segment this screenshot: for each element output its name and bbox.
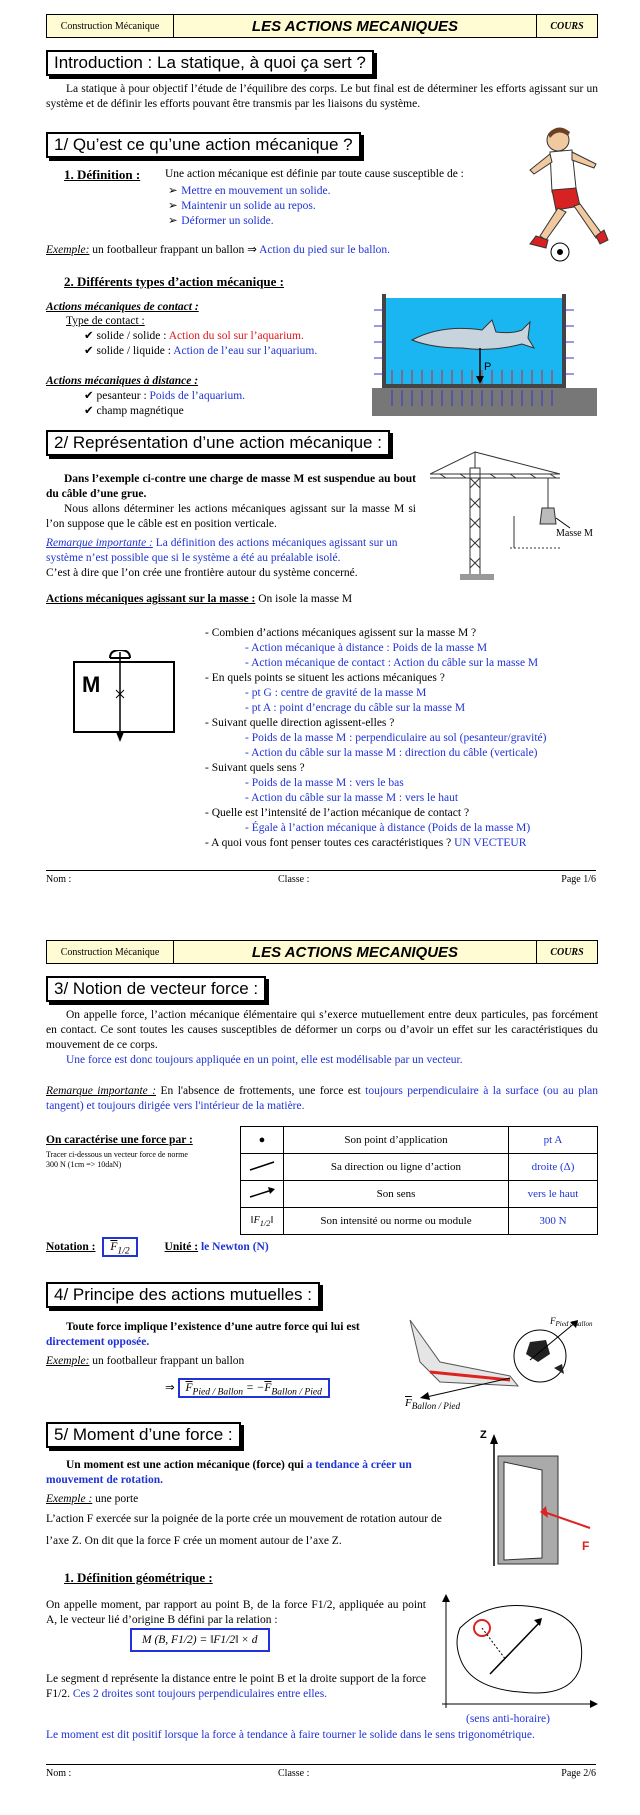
header-type: COURS xyxy=(536,15,597,37)
footer-nom: Nom : xyxy=(46,874,72,885)
norm-icon: $‖F_{1/2}‖$ xyxy=(241,1208,284,1235)
def-bullet-3: ➢ Déformer un solide. xyxy=(168,213,274,227)
s2-intro: Dans l’exemple ci-contre une charge de masse M est suspendue au bout du câble d’une grue. Nous allons déterminer les actions mécaniques agissant sur la masse M si l’on suppose que le câble est en position verticale. xyxy=(46,473,416,530)
s3-remark: Remarque importante : En l'absence de frottements, une force est toujours perpendiculaire à la surface (ou au plan tangent) et toujours dirigée vers l'intérieur de la matière. xyxy=(46,1085,599,1112)
ex1: Exemple: un footballeur frappant un ballon ⇒ Action du pied sur le ballon. xyxy=(46,242,391,256)
s5-last: Le moment est dit positif lorsque la force à tendance à faire tourner le solide dans le sens trigonométrique. xyxy=(46,1729,535,1741)
answer-line: - Action mécanique de contact : Action du câble sur la masse M xyxy=(245,657,539,669)
force-char-table xyxy=(240,1126,598,1235)
crane-mass-label: Masse M xyxy=(556,528,593,539)
point-icon: ● xyxy=(241,1127,284,1154)
distance-title: Actions mécaniques à distance : xyxy=(46,375,199,387)
contact-title: Actions mécaniques de contact : xyxy=(46,301,199,313)
svg-text:FPied / Ballon: $F_{Pied / Ballon}$ xyxy=(550,1316,593,1328)
door-illustration xyxy=(478,1426,600,1574)
question-line: - Quelle est l’intensité de l’action mécanique de contact ? xyxy=(205,807,470,819)
intro-text: La statique à pour objectif l’étude de l’équilibre des corps. Le but final est de déterminer les efforts agissant sur un système et de définir les efforts pouvant être transmis par les liaisons du système. xyxy=(46,83,598,110)
section2-title: 2/ Représentation d’une action mécanique : xyxy=(46,430,390,456)
s4-text: Toute force implique l’existence d’une autre force qui lui est directement opposée. xyxy=(46,1321,360,1348)
page2-header xyxy=(46,940,598,964)
question-line: - Suivant quelle direction agissent-elles ? xyxy=(205,717,395,729)
answer-line: - pt A : point d’encrage du câble sur la masse M xyxy=(245,702,466,714)
s4-example: Exemple: un footballeur frappant un ballon xyxy=(46,1355,245,1367)
s5-action-text: L’action F exercée sur la poignée de la porte crée un mouvement de rotation autour de l’axe Z. On dit que la force F crée un moment autour de l’axe Z. xyxy=(46,1513,442,1547)
answer-line: - Action du câble sur la masse M : vers le haut xyxy=(245,792,459,804)
foot-ball-illustration xyxy=(400,1312,600,1404)
section5-title: 5/ Moment d’une force : xyxy=(46,1422,241,1448)
answer-line: - pt G : centre de gravité de la masse M xyxy=(245,687,427,699)
question-line: - Suivant quels sens ? xyxy=(205,762,305,774)
distance-item-2: ✔ champ magnétique xyxy=(84,405,184,417)
header-type: COURS xyxy=(536,941,597,963)
section4-title: 4/ Principe des actions mutuelles : xyxy=(46,1282,320,1308)
intro-title: Introduction : La statique, à quoi ça sert ? xyxy=(46,50,374,76)
header-subject: Construction Mécanique xyxy=(47,941,174,963)
header-title: LES ACTIONS MECANIQUES xyxy=(174,941,536,963)
question-line: - Combien d’actions mécaniques agissent sur la masse M ? xyxy=(205,627,477,639)
header-title: LES ACTIONS MECANIQUES xyxy=(174,15,536,37)
answer-line: - Action mécanique à distance : Poids de la masse M xyxy=(245,642,488,654)
distance-item-1: ✔ pesanteur : Poids de l’aquarium. xyxy=(84,390,246,402)
footer-classe: Classe : xyxy=(278,874,310,885)
geo-text: On appelle moment, par rapport au point B, de la force F1/2, appliquée au point A, le vecteur lié d’origine B défini par la relation : xyxy=(46,1599,426,1626)
s3-text: On appelle force, l’action mécanique élémentaire qui s’exerce mutuellement entre deux particules, pas forcément en contact. Ce sont toutes les causes susceptibles de déformer un corps ou d’avoir un effet sur les caractéristiques du mouvement de ce corps. xyxy=(46,1009,598,1051)
char-title: On caractérise une force par : xyxy=(46,1134,193,1146)
answer-line: - Égale à l’action mécanique à distance (Poids de la masse M) xyxy=(245,822,531,834)
contact-item-2: ✔ solide / liquide : Action de l’eau sur l’aquarium. xyxy=(84,345,318,357)
moment-diagram xyxy=(430,1588,600,1708)
s5-example: Exemple : une porte xyxy=(46,1493,139,1505)
types-title: 2. Différents types d’action mécanique : xyxy=(64,274,285,289)
def-bullet-1: ➢ Mettre en mouvement un solide. xyxy=(168,183,331,197)
f-ballon-pied-label: $\overline{F}_{Ballon / Pied}$ xyxy=(405,1397,461,1412)
answer-line: - Action du câble sur la masse M : direction du câble (verticale) xyxy=(245,747,538,759)
geo-title: 1. Définition géométrique : xyxy=(64,1570,213,1585)
formula-box: M (B, F1/2) = ‖F1/2‖ × d xyxy=(130,1633,270,1648)
footer-classe: Classe : xyxy=(278,1768,310,1779)
answer-line: - Poids de la masse M : vers le bas xyxy=(245,777,404,789)
s3-text-blue: Une force est donc toujours appliquée en un point, elle est modélisable par un vecteur. xyxy=(66,1054,463,1066)
table-row: ● Son point d’application pt A xyxy=(241,1127,598,1154)
section3-title: 3/ Notion de vecteur force : xyxy=(46,976,266,1002)
question-line: - En quels points se situent les actions mécaniques ? xyxy=(205,672,445,684)
crane-illustration xyxy=(430,448,600,586)
def-title: 1. Définition : xyxy=(64,167,141,182)
iso-line: Actions mécaniques agissant sur la masse : On isole la masse M xyxy=(46,593,353,605)
notation-line: Notation : $\overline{F}_{1/2}$ Unité : le Newton (N) xyxy=(46,1240,269,1258)
page1-header xyxy=(46,14,598,38)
table-row: Son sens vers le haut xyxy=(241,1181,598,1208)
qa-last: - A quoi vous font penser toutes ces caractéristiques ? UN VECTEUR xyxy=(205,837,527,849)
char-note: Tracer ci-dessous un vecteur force de norme 300 N (1cm => 10daN) xyxy=(46,1150,188,1169)
sens-label: (sens anti-horaire) xyxy=(466,1713,550,1725)
footballer-illustration xyxy=(500,118,610,268)
s2-remark: Remarque importante : La définition des actions mécaniques agissant sur un système n’est possible que si le système a été au préalable isolé. C’est à dire que l’on crée une frontière autour du système concerné. xyxy=(46,537,398,579)
line-icon xyxy=(241,1154,284,1181)
s4-equation: ⇒ $\overline{F}_{Pied / Ballon} = -\overline{F}_{Ballon / Pied}$ xyxy=(165,1380,330,1399)
footer-nom: Nom : xyxy=(46,1768,72,1779)
svg-text:F: F xyxy=(582,1539,590,1553)
isolated-mass xyxy=(70,650,180,745)
footer-page1 xyxy=(46,870,596,885)
answer-line: - Poids de la masse M : perpendiculaire au sol (pesanteur/gravité) xyxy=(245,732,547,744)
mass-label: M xyxy=(82,672,101,697)
contact-type: Type de contact : xyxy=(66,315,145,327)
section1-title: 1/ Qu’est ce qu’une action mécanique ? xyxy=(46,132,361,158)
svg-text:Z: Z xyxy=(480,1429,487,1441)
def-text: Une action mécanique est définie par toute cause susceptible de : xyxy=(165,168,464,180)
footer-page: Page 1/6 xyxy=(561,874,596,885)
table-row: $‖F_{1/2}‖$ Son intensité ou norme ou module 300 N xyxy=(241,1208,598,1235)
s5-text: Un moment est une action mécanique (force) qui a tendance à créer un mouvement de rotation. xyxy=(46,1459,412,1486)
header-subject: Construction Mécanique xyxy=(47,15,174,37)
seg-text: Le segment d représente la distance entre le point B et la droite support de la force F1/2. Ces 2 droites sont toujours perpendiculaires entre elles. xyxy=(46,1673,426,1700)
qa-list xyxy=(205,626,605,836)
footer-page2 xyxy=(46,1764,596,1779)
arrow-icon xyxy=(241,1181,284,1208)
def-bullet-2: ➢ Maintenir un solide au repos. xyxy=(168,198,316,212)
aquarium-illustration xyxy=(372,290,597,418)
contact-item-1: ✔ solide / solide : Action du sol sur l’aquarium. xyxy=(84,330,304,342)
footer-page: Page 2/6 xyxy=(561,1768,596,1779)
table-row: Sa direction ou ligne d’action droite (Δ) xyxy=(241,1154,598,1181)
weight-label: P xyxy=(484,361,492,373)
